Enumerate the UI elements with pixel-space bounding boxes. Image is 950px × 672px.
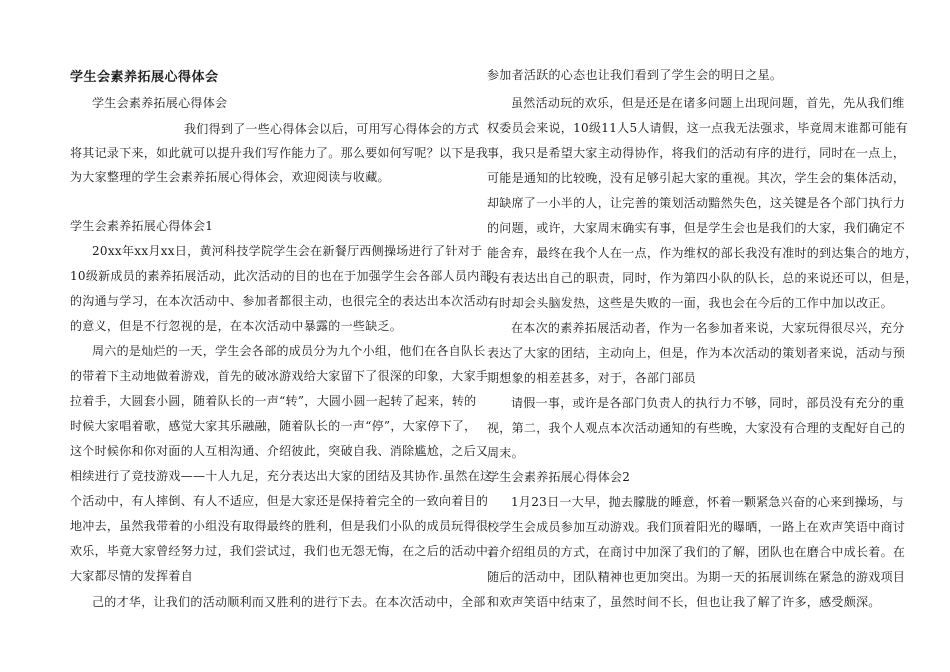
paragraph-line: 视，第二，我个人观点本次活动通知的有些晚，大家没有合理的支配好自己的 bbox=[487, 421, 906, 435]
paragraph-line: 时候大家唱着歌，感觉大家其乐融融，随着队长的一声“停”，大家停下了， bbox=[70, 419, 477, 433]
paragraph-line: 在本次的素养拓展活动者，作为一名参加者来说，大家玩得很尽兴，充分 bbox=[511, 321, 905, 335]
paragraph-line: 己的才华，让我们的活动顺利而又胜利的进行下去。在本次活动中，全部 bbox=[92, 595, 486, 609]
paragraph-line: 个活动中，有人摔倒、有人不适应，但是大家还是保持着完全的一致向着目的 bbox=[70, 494, 489, 508]
paragraph-line: 拉着手，大圆套小圆，随着队长的一声“转”，大圆小圆一起转了起来，转的 bbox=[70, 394, 477, 408]
paragraph-line: 周六的是灿烂的一天，学生会各部的成员分为九个小组，他们在各自队长 bbox=[92, 344, 486, 358]
paragraph-line: 的意义，但是不行忽视的是，在本次活动中暴露的一些缺乏。 bbox=[70, 319, 403, 333]
intro-line: 我们得到了一些心得体会以后，可用写心得体会的方式 bbox=[184, 122, 480, 136]
paragraph-line: 20xx年xx月xx日，黄河科技学院学生会在新餐厅西侧操场进行了针对于 bbox=[92, 244, 483, 258]
paragraph-line: 大家都尽情的发挥着自 bbox=[70, 569, 194, 583]
paragraph-line: 地冲去，虽然我带着的小组没有取得最终的胜利，但是我们小队的成员玩得很 bbox=[70, 519, 489, 533]
intro-line: 将其记录下来，如此就可以提升我们写作能力了。那么要如何写呢？以下是我 bbox=[70, 146, 489, 160]
paragraph-line: 参加者活跃的心态也让我们看到了学生会的明日之星。 bbox=[487, 68, 783, 82]
section-heading: 学生会素养拓展心得体会2 bbox=[487, 470, 631, 484]
paragraph-line: 表达了大家的团结，主动向上，但是，作为本次活动的策划者来说，活动与预 bbox=[487, 346, 906, 360]
paragraph-line: 欢乐，毕竟大家曾经努力过，我们尝试过，我们也无怨无悔，在之后的活动中， bbox=[70, 544, 501, 558]
paragraph-line: 没有表达出自己的职责，同时，作为第四小队的队长，总的来说还可以，但是， bbox=[487, 271, 918, 285]
document-subtitle: 学生会素养拓展心得体会 bbox=[92, 96, 228, 110]
paragraph-line: 能舍弃，最终在我个人在一点，作为维权的部长我没有准时的到达集合的地方， bbox=[487, 246, 918, 260]
paragraph-line: 事，我只是希望大家主动得协作，将我们的活动有序的进行，同时在一点上， bbox=[487, 146, 906, 160]
paragraph-line: 有时却会头脑发热，这些是失败的一面，我也会在今后的工作中加以改正。 bbox=[487, 296, 893, 310]
paragraph-line: 期想象的相差甚多，对于，各部门部员 bbox=[487, 371, 697, 385]
paragraph-line: 和欢声笑语中结束了，虽然时间不长，但也让我了解了许多，感受颇深。 bbox=[487, 595, 881, 609]
paragraph-line: 可能是通知的比较晚，没有足够引起大家的重视。其次，学生会的集体活动， bbox=[487, 171, 906, 185]
paragraph-line: 的沟通与学习，在本次活动中、参加者都很主动，也很完全的表达出本次活动 bbox=[70, 294, 489, 308]
paragraph-line: 虽然活动玩的欢乐，但是还是在诸多问题上出现问题，首先，先从我们维 bbox=[511, 96, 905, 110]
intro-line: 为大家整理的学生会素养拓展心得体会，欢迎阅读与收藏。 bbox=[70, 170, 390, 184]
document-title: 学生会素养拓展心得体会 bbox=[70, 70, 219, 85]
section-heading: 学生会素养拓展心得体会1 bbox=[70, 219, 214, 233]
paragraph-line: 1月23日一大早，抛去朦胧的睡意，怀着一颗紧急兴奋的心来到操场，与 bbox=[511, 495, 904, 509]
paragraph-line: 的问题，或许，大家周末确实有事，但是学生会也是我们的大家，我们确定不 bbox=[487, 221, 906, 235]
paragraph-line: 相续进行了竞技游戏——十人九足，充分表达出大家的团结及其协作.虽然在这 bbox=[70, 469, 493, 483]
paragraph-line: 的带着下主动地做着游戏，首先的破冰游戏给大家留下了很深的印象，大家手 bbox=[70, 369, 489, 383]
paragraph-line: 周末。 bbox=[487, 446, 524, 460]
paragraph-line: 着介绍组员的方式，在商讨中加深了我们的了解，团队也在磨合中成长着。在 bbox=[487, 545, 906, 559]
paragraph-line: 校学生会成员参加互动游戏。我们顶着阳光的曝晒，一路上在欢声笑语中商讨 bbox=[487, 520, 906, 534]
paragraph-line: 随后的活动中，团队精神也更加突出。为期一天的拓展训练在紧急的游戏项目 bbox=[487, 570, 906, 584]
paragraph-line: 却缺席了一小半的人，让完善的策划活动黯然失色，这关键是各个部门执行力 bbox=[487, 196, 906, 210]
paragraph-line: 权委员会来说，10级11人5人请假，这一点我无法强求，毕竟周末谁都可能有 bbox=[487, 121, 908, 135]
paragraph-line: 这个时候你和你对面的人互相沟通、介绍彼此，突破自我、消除尴尬，之后又 bbox=[70, 444, 489, 458]
paragraph-line: 请假一事，或许是各部门负责人的执行力不够，同时，部员没有充分的重 bbox=[511, 396, 905, 410]
paragraph-line: 10级新成员的素养拓展活动，此次活动的目的也在于加强学生会各部人员内部 bbox=[70, 269, 492, 283]
